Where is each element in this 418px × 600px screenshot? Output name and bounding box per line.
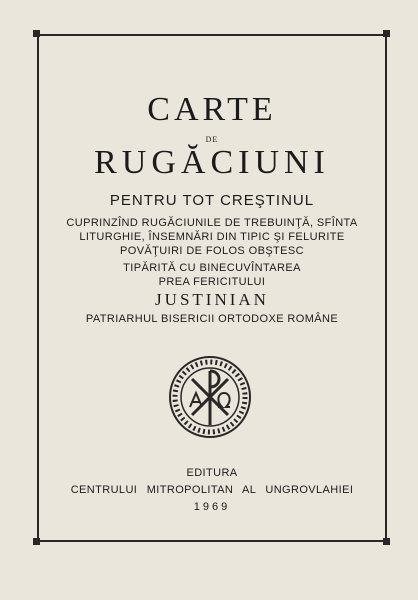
publisher-label: EDITURA bbox=[186, 467, 238, 479]
patriarch-office: PATRIARHUL BISERICII ORTODOXE ROMÂNE bbox=[85, 313, 339, 325]
title-carte: CARTE bbox=[147, 91, 277, 128]
blessing-line: PREA FERICITULUI bbox=[158, 276, 266, 288]
border-corner-ornament bbox=[383, 538, 390, 545]
description-line: LITURGHIE, ÎNSEMNĂRI DIN TIPIC ŞI FELURITE bbox=[79, 231, 345, 243]
publisher-name: CENTRULUI MITROPOLITAN AL UNGROVLAHIEI bbox=[70, 484, 354, 496]
description-line: POVĂŢUIRI DE FOLOS OBŞTESC bbox=[120, 245, 304, 257]
blessing-line: TIPĂRITĂ CU BINECUVÎNTAREA bbox=[123, 262, 301, 274]
publication-year: 1969 bbox=[193, 501, 231, 513]
chi-rho-alpha-omega-seal-icon bbox=[168, 355, 252, 439]
description-line: CUPRINZÎND RUGĂCIUNILE DE TREBUINŢĂ, SFÎNTA bbox=[66, 217, 358, 229]
border-corner-ornament bbox=[33, 30, 40, 37]
border-corner-ornament bbox=[383, 30, 390, 37]
subtitle-pentru: PENTRU TOT CREŞTINUL bbox=[109, 192, 315, 209]
patriarch-name: JUSTINIAN bbox=[155, 290, 269, 309]
title-de: DE bbox=[205, 135, 219, 144]
border-corner-ornament bbox=[33, 538, 40, 545]
title-rugaciuni: RUGĂCIUNI bbox=[94, 144, 330, 181]
